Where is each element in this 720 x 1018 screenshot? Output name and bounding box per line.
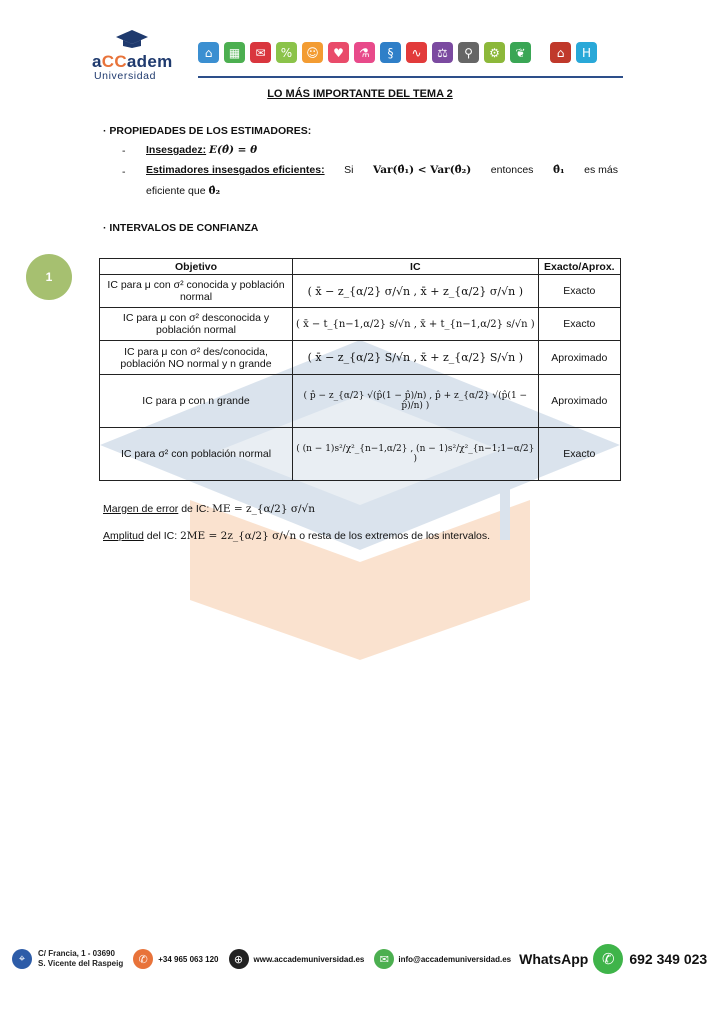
brand-logo xyxy=(92,30,172,82)
whatsapp-icon: ✆ xyxy=(593,944,623,974)
whatsapp-number[interactable]: 692 349 023 xyxy=(629,951,708,967)
brand-name: aCCadem xyxy=(92,52,173,71)
variance-comparison-formula: Var(θ̂₁) < Var(θ̂₂) xyxy=(373,164,472,176)
theta1-symbol: θ̂₁ xyxy=(552,164,565,176)
bullet-efficient-line2 xyxy=(146,185,220,197)
bullet-dash: - xyxy=(122,145,126,157)
scales-icon: ⚖ xyxy=(432,42,453,63)
people-icon: ☺ xyxy=(302,42,323,63)
unbiasedness-formula: E(θ̂) = θ xyxy=(209,144,258,156)
bullet-unbiasedness xyxy=(146,144,257,156)
institution-icon: ⌂ xyxy=(550,42,571,63)
table-row xyxy=(100,308,621,341)
hospital-icon: H xyxy=(576,42,597,63)
amplitude-note xyxy=(103,530,490,542)
theta2-symbol: θ̂₂ xyxy=(208,185,221,197)
efficient-si: Si xyxy=(344,164,354,176)
table-row xyxy=(100,375,621,428)
flask-icon: ⚗ xyxy=(354,42,375,63)
page-number-badge: 1 xyxy=(26,254,72,300)
table-header-row xyxy=(100,259,621,275)
brand-subtitle: Universidad xyxy=(94,70,157,82)
cell-ic-formula: ( p̂ − z_{α/2} √(p̂(1 − p̂)/n) , p̂ + z_{α/2} √(p̂(1 − p̂)/n) ) xyxy=(293,375,539,428)
efficient-que-text: eficiente que xyxy=(146,185,206,197)
cell-tipo: Exacto xyxy=(538,308,620,341)
section-intervals-heading: · INTERVALOS DE CONFIANZA xyxy=(103,222,259,234)
table-row xyxy=(100,341,621,375)
cell-objetivo: IC para μ con σ² conocida y población normal xyxy=(100,275,293,308)
address-line-1: C/ Francia, 1 - 03690 xyxy=(38,949,115,958)
amplitude-text: del IC: xyxy=(146,530,178,542)
cell-ic-formula: ( x̄ − t_{n−1,α/2} s/√n , x̄ + t_{n−1,α/2} s/√n ) xyxy=(293,308,539,341)
amplitude-formula: 2ME = 2z_{α/2} σ/√n xyxy=(180,530,297,542)
margin-of-error-note xyxy=(103,503,315,515)
margin-label: Margen de error xyxy=(103,503,179,515)
header-tipo: Exacto/Aprox. xyxy=(538,259,620,275)
contact-footer xyxy=(12,944,712,974)
cell-objetivo: IC para μ con σ² des/conocida, población NO normal y n grande xyxy=(100,341,293,375)
globe-icon: ⊕ xyxy=(229,949,249,969)
footer-address xyxy=(38,949,123,969)
megaphone-icon: ✉ xyxy=(250,42,271,63)
percent-icon: % xyxy=(276,42,297,63)
amplitude-label: Amplitud xyxy=(103,530,144,542)
efficient-label: Estimadores insesgados eficientes: xyxy=(146,164,325,176)
heart-icon: ♥ xyxy=(328,42,349,63)
cell-tipo: Aproximado xyxy=(538,341,620,375)
confidence-intervals-table xyxy=(99,258,621,481)
email-icon: ✉ xyxy=(374,949,394,969)
page-title: LO MÁS IMPORTANTE DEL TEMA 2 xyxy=(267,88,453,100)
header-ic: IC xyxy=(293,259,539,275)
whatsapp-label: WhatsApp xyxy=(519,951,589,967)
phone-icon: ✆ xyxy=(133,949,153,969)
cell-objetivo: IC para σ² con población normal xyxy=(100,428,293,481)
unbiasedness-label: Insesgadez: xyxy=(146,144,207,156)
footer-phone[interactable]: +34 965 063 120 xyxy=(158,954,219,964)
footer-website[interactable]: www.accademuniversidad.es xyxy=(253,954,365,964)
amplitude-tail: o resta de los extremos de los intervalos. xyxy=(299,530,491,542)
cell-ic-formula: ( x̄ − z_{α/2} σ/√n , x̄ + z_{α/2} σ/√n ) xyxy=(293,275,539,308)
cell-tipo: Exacto xyxy=(538,428,620,481)
cell-objetivo: IC para p con n grande xyxy=(100,375,293,428)
bullet-efficient-line1 xyxy=(146,164,618,176)
location-pin-icon: ⌖ xyxy=(12,949,32,969)
cell-ic-formula: ( (n − 1)s²/χ²_{n−1,α/2} , (n − 1)s²/χ²_{n−1;1−α/2} ) xyxy=(293,428,539,481)
cell-tipo: Exacto xyxy=(538,275,620,308)
address-line-2: S. Vicente del Raspeig xyxy=(38,959,124,968)
table-row xyxy=(100,428,621,481)
calculator-icon: ▦ xyxy=(224,42,245,63)
web-icon: ⌂ xyxy=(198,42,219,63)
bullet-dash: - xyxy=(122,166,126,178)
cell-ic-formula: ( x̄ − z_{α/2} S/√n , x̄ + z_{α/2} S/√n ) xyxy=(293,341,539,375)
header-divider xyxy=(198,76,623,78)
efficient-es-mas: es más xyxy=(584,164,618,176)
cell-tipo: Aproximado xyxy=(538,375,620,428)
dna-icon: § xyxy=(380,42,401,63)
efficient-entonces: entonces xyxy=(490,164,534,176)
cell-objetivo: IC para μ con σ² desconocida y población normal xyxy=(100,308,293,341)
topic-icon-bar xyxy=(198,42,628,70)
section-estimators-heading: · PROPIEDADES DE LOS ESTIMADORES: xyxy=(103,125,312,137)
pulse-icon: ∿ xyxy=(406,42,427,63)
search-icon: ⚲ xyxy=(458,42,479,63)
gear-icon: ⚙ xyxy=(484,42,505,63)
table-row xyxy=(100,275,621,308)
footer-email[interactable]: info@accademuniversidad.es xyxy=(398,954,512,964)
leaf-icon: ❦ xyxy=(510,42,531,63)
header-objetivo: Objetivo xyxy=(100,259,293,275)
margin-text: de IC: xyxy=(181,503,210,515)
graduation-cap-icon xyxy=(116,30,148,48)
margin-formula: ME = z_{α/2} σ/√n xyxy=(212,503,315,515)
